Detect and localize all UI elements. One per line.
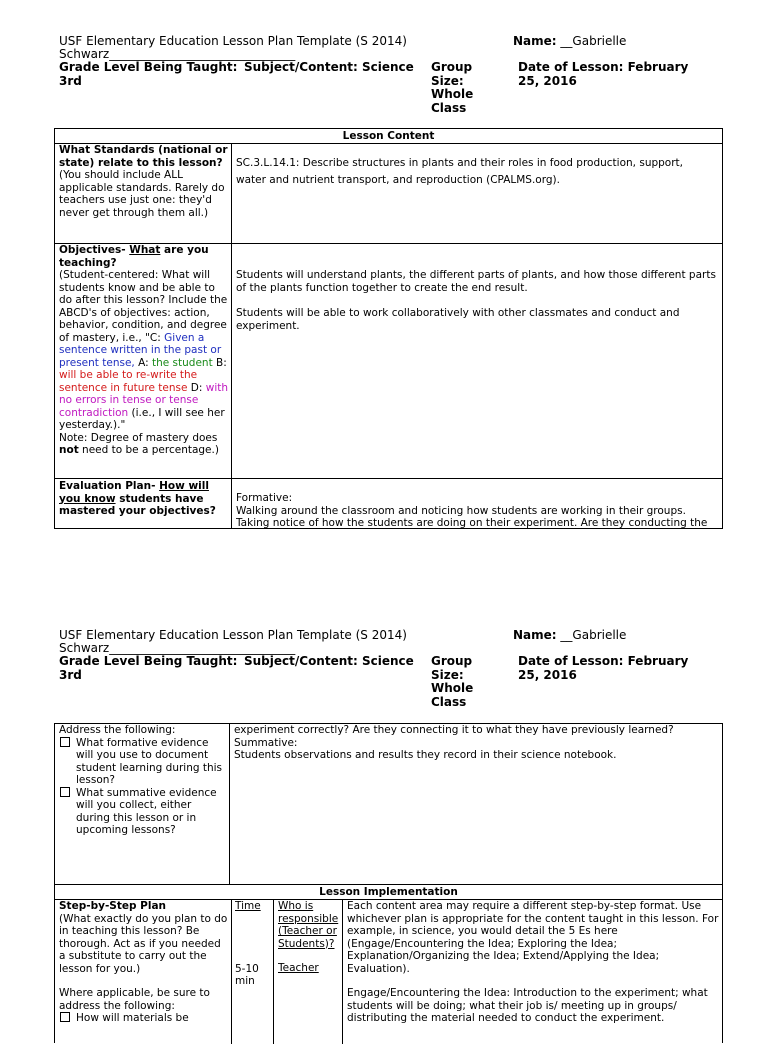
group-size: Group Size: Whole Class bbox=[431, 60, 474, 115]
steps-content: Each content area may require a different step-by-step format. Use whichever plan is appropriate for the content taught in this lesson. For example, in science, you would detail the 5 Es here (Engage/Encountering the Idea; Exploring the Idea; Explanation/Organizing the Idea; Extend/Applying the Idea; Evaluation). Engage/Encountering the Idea: Introduction to the experiment; what students will be doing; what their job is/ meeting up in groups/ distributing the material needed to conduct the experiment. bbox=[347, 900, 719, 1024]
lesson-meta bbox=[59, 61, 729, 121]
time-column: Time 5-10 min bbox=[235, 900, 261, 987]
lesson-continuation-table bbox=[54, 723, 723, 1043]
student-name: Name: __Gabrielle bbox=[513, 628, 627, 642]
checkbox-icon bbox=[60, 1012, 70, 1022]
page-header bbox=[59, 35, 729, 120]
student-name: Name: __Gabrielle bbox=[513, 34, 627, 48]
page-2 bbox=[0, 594, 768, 1024]
lesson-meta bbox=[59, 655, 729, 715]
checkbox-icon bbox=[60, 787, 70, 797]
subject: Subject/Content: Science bbox=[244, 60, 414, 74]
grade-level: Grade Level Being Taught: 3rd bbox=[59, 654, 238, 682]
standards-label: What Standards (national or state) relate to this lesson? (You should include ALL applicable standards. Rarely do teachers use just one: they'd never get through them all.) bbox=[59, 144, 228, 219]
address-content: experiment correctly? Are they connecting it to what they have previously learned? Summative: Students observations and results they record in their science notebook. bbox=[234, 724, 674, 761]
template-title: USF Elementary Education Lesson Plan Template (S 2014) Schwarz_______________________________ bbox=[59, 628, 407, 655]
name-continuation: Schwarz_______________________________ bbox=[59, 47, 296, 61]
checkbox-icon bbox=[60, 737, 70, 747]
section-title-lesson-content: Lesson Content bbox=[342, 130, 435, 142]
evaluation-content: Formative: Walking around the classroom and noticing how students are working in their groups. Taking notice of how the students are doing on their experiment. Are they conducting the bbox=[236, 492, 708, 528]
lesson-content-table bbox=[54, 128, 723, 529]
page-header bbox=[59, 629, 729, 714]
name-continuation: Schwarz_______________________________ bbox=[59, 641, 296, 655]
objectives-label: Objectives- What are you teaching? (Student-centered: What will students know and be able to do after this lesson? Include the ABCD's of objectives: action, behavior, condition, and degree of mastery, i.e., "C: Given a sentence written in the past or present tense, A: the student B: will be able to re-write the sentence in future tense D: with no errors in tense or tense contradiction (i.e., I will see her yesterday.)." Note: Degree of mastery does not need to be a percentage.) bbox=[59, 244, 229, 456]
who-column: Who is responsible (Teacher or Students)? Teacher bbox=[278, 900, 339, 974]
evaluation-label: Evaluation Plan- How will you know students have mastered your objectives? bbox=[59, 480, 216, 517]
standards-content: SC.3.L.14.1: Describe structures in plants and their roles in food production, support, water and nutrient transport, and reproduction (CPALMS.org). bbox=[236, 157, 683, 186]
section-title-lesson-implementation: Lesson Implementation bbox=[319, 886, 458, 898]
grade-level: Grade Level Being Taught: 3rd bbox=[59, 60, 238, 88]
subject: Subject/Content: Science bbox=[244, 654, 414, 668]
objectives-content: Students will understand plants, the different parts of plants, and how those different parts of the plants function together to create the end result. Students will be able to work collaboratively with other classmates and conduct and experiment. bbox=[236, 269, 716, 332]
lesson-date: Date of Lesson: February 25, 2016 bbox=[518, 60, 689, 88]
steps-label: Step-by-Step Plan (What exactly do you plan to do in teaching this lesson? Be thorough. Act as if you needed a substitute to carry out the lesson for you.) Where applicable, be sure to address the following: How will materials be bbox=[59, 900, 228, 1024]
address-label: Address the following: What formative evidence will you use to document student learning during this lesson? What summative evidence will you collect, either during this lesson or in upcoming lessons? bbox=[59, 724, 223, 836]
lesson-date: Date of Lesson: February 25, 2016 bbox=[518, 654, 689, 682]
group-size: Group Size: Whole Class bbox=[431, 654, 474, 709]
template-title: USF Elementary Education Lesson Plan Template (S 2014) Schwarz_______________________________ bbox=[59, 34, 407, 61]
